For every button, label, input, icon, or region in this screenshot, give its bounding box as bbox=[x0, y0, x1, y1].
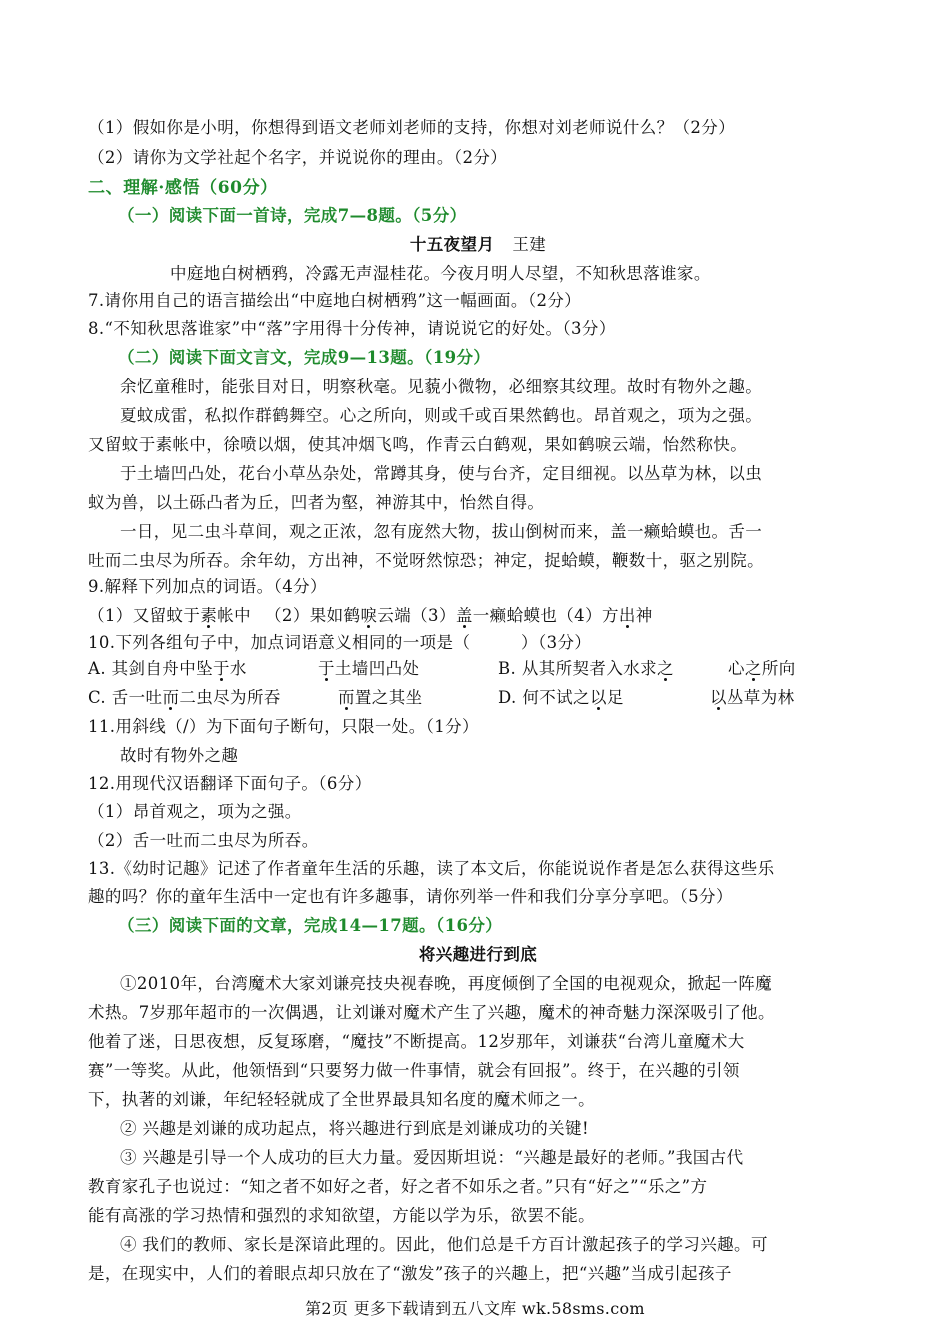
q10-b1-dotted: 之 bbox=[657, 659, 674, 678]
q10-d2-dotted: 以 bbox=[710, 688, 727, 707]
q10-option-a-2 bbox=[318, 657, 419, 681]
poem-author: 王建 bbox=[512, 235, 547, 254]
q9-item-4-dotted: 出 bbox=[618, 606, 636, 625]
q10-b2-dotted: 之 bbox=[744, 659, 762, 678]
q10-c1-pre: C. 舌一吐 bbox=[88, 688, 163, 707]
q10-option-a-1 bbox=[88, 657, 247, 681]
article-title: 将兴趣进行到底 bbox=[418, 945, 538, 964]
article-line-5: 下，执著的刘谦，年纪轻轻就成了全世界最具知名度的魔术师之一。 bbox=[88, 1090, 595, 1109]
classical-para-3b: 蚁为兽，以土砾凸者为丘，凹者为壑，神游其中，怡然自得。 bbox=[88, 493, 545, 512]
question-12-a: （1）昂首观之，项为之强。 bbox=[88, 802, 302, 821]
q9-item-3-post: 一癞蛤蟆也 bbox=[472, 606, 558, 625]
classical-para-2a: 夏蚊成雷，私拟作群鹤舞空。心之所向，则或千或百果然鹤也。昂首观之，项为之强。 bbox=[120, 406, 763, 425]
q10-option-d-2 bbox=[710, 686, 795, 710]
q10-a1-pre: A. 其剑自舟中坠 bbox=[88, 659, 214, 678]
q10-c2-dotted: 而 bbox=[338, 688, 355, 707]
q10-b2-post: 所向 bbox=[761, 659, 796, 678]
q10-d1-post: 足 bbox=[606, 688, 624, 707]
question-11-sentence: 故时有物外之趣 bbox=[120, 746, 239, 765]
question-11: 11.用斜线（/）为下面句子断句，只限一处。（1分） bbox=[88, 717, 479, 736]
q9-item-4-pre: （4）方 bbox=[557, 606, 619, 625]
poem-title-line bbox=[88, 233, 868, 257]
q10-d2-post: 丛草为林 bbox=[726, 688, 795, 707]
q10-option-d-1 bbox=[498, 686, 624, 710]
article-line-10: ④ 我们的教师、家长是深谙此理的。因此，他们总是千方百计激起孩子的学习兴趣。可 bbox=[120, 1235, 768, 1254]
classical-para-4a: 一日，见二虫斗草间，观之正浓，忽有庞然大物，拔山倒树而来，盖一癞蛤蟆也。舌一 bbox=[120, 522, 763, 541]
question-8: 8.“不知秋思落谁家”中“落”字用得十分传神，请说说它的好处。（3分） bbox=[88, 319, 616, 338]
q10-a1-post: 水 bbox=[229, 659, 247, 678]
q10-a2-dotted: 于 bbox=[318, 659, 335, 678]
q10-option-b-2 bbox=[728, 657, 796, 681]
q10-option-c-1 bbox=[88, 686, 281, 710]
part2-heading: （二）阅读下面文言文，完成9—13题。（19分） bbox=[118, 348, 491, 367]
question-13-line-2: 趣的吗？你的童年生活中一定也有许多趣事，请你列举一件和我们分享分享吧。（5分） bbox=[88, 887, 733, 906]
q10-d1-pre: D. 何不试之 bbox=[498, 688, 590, 707]
article-line-11: 是，在现实中，人们的着眼点却只放在了“激发”孩子的兴趣上，把“兴趣”当成引起孩子 bbox=[88, 1264, 732, 1283]
question-12-b: （2）舌一吐而二虫尽为所吞。 bbox=[88, 831, 319, 850]
question-9-items bbox=[88, 604, 868, 628]
q9-item-2-dotted: 唳 bbox=[360, 606, 378, 625]
q9-item-2-post: 云端 bbox=[377, 606, 412, 625]
article-line-8: 教育家孔子也说过：“知之者不如好之者，好之者不如乐之者。”只有“好之”“乐之”方 bbox=[88, 1177, 708, 1196]
q10-b2-pre: 心 bbox=[728, 659, 745, 678]
question-2: （2）请你为文学社起个名字，并说说你的理由。（2分） bbox=[88, 148, 508, 167]
q9-item-4-post: 神 bbox=[635, 606, 653, 625]
article-line-2: 术热。7岁那年超市的一次偶遇，让刘谦对魔术产生了兴趣，魔术的神奇魅力深深吸引了他。 bbox=[88, 1003, 775, 1022]
q10-c2-post: 置之其坐 bbox=[354, 688, 423, 707]
article-line-4: 赛”一等奖。从此，他领悟到“只要努力做一件事情，就会有回报”。终于，在兴趣的引领 bbox=[88, 1061, 740, 1080]
question-12: 12.用现代汉语翻译下面句子。（6分） bbox=[88, 774, 372, 793]
q10-a2-post: 土墙凹凸处 bbox=[334, 659, 420, 678]
q10-b1-pre: B. 从其所契者入水求 bbox=[498, 659, 658, 678]
q9-item-3-pre: （3） bbox=[411, 606, 456, 625]
article-line-7: ③ 兴趣是引导一个人成功的巨大力量。爱因斯坦说：“兴趣是最好的老师。”我国古代 bbox=[120, 1148, 744, 1167]
question-7: 7.请你用自己的语言描绘出“中庭地白树栖鸦”这一幅画面。（2分） bbox=[88, 291, 582, 310]
question-1: （1）假如你是小明，你想得到语文老师刘老师的支持，你想对刘老师说什么？（2分） bbox=[88, 118, 736, 137]
q10-option-b-1 bbox=[498, 657, 674, 681]
article-line-6: ② 兴趣是刘谦的成功起点，将兴趣进行到底是刘谦成功的关键! bbox=[120, 1119, 589, 1138]
page-footer: 第2页 更多下载请到五八文库 wk.58sms.com bbox=[305, 1299, 645, 1318]
q10-a1-dotted: 于 bbox=[213, 659, 230, 678]
q9-item-3-dotted: 盖 bbox=[455, 606, 473, 625]
q9-item-2-pre: （2）果如鹤 bbox=[265, 606, 361, 625]
article-line-1: ①2010年，台湾魔术大家刘谦亮技央视春晚，再度倾倒了全国的电视观众，掀起一阵魔 bbox=[120, 974, 772, 993]
article-line-9: 能有高涨的学习热情和强烈的求知欲望，方能以学为乐，欲罢不能。 bbox=[88, 1206, 595, 1225]
q9-item-1-pre: （1）又留蚊于 bbox=[88, 606, 201, 625]
section-title: 二、理解·感悟（60分） bbox=[88, 178, 278, 198]
q10-option-c-2 bbox=[338, 686, 423, 710]
q10-c1-post: 二虫尽为所吞 bbox=[179, 688, 281, 707]
q10-d1-dotted: 以 bbox=[589, 688, 607, 707]
question-10: 10.下列各组句子中，加点词语意义相同的一项是（ ）（3分） bbox=[88, 633, 592, 652]
question-9: 9.解释下列加点的词语。（4分） bbox=[88, 577, 327, 596]
classical-para-1: 余忆童稚时，能张目对日，明察秋毫。见藐小微物，必细察其纹理。故时有物外之趣。 bbox=[120, 377, 763, 396]
poem-title: 十五夜望月 bbox=[409, 235, 495, 254]
q9-item-1-post: 帐中 bbox=[217, 606, 252, 625]
article-line-3: 他着了迷，日思夜想，反复琢磨，“魔技”不断提高。12岁那年，刘谦获“台湾儿童魔术大 bbox=[88, 1032, 745, 1051]
part1-heading: （一）阅读下面一首诗，完成7—8题。（5分） bbox=[118, 206, 467, 225]
classical-para-2b: 又留蚊于素帐中，徐喷以烟，使其冲烟飞鸣，作青云白鹤观，果如鹤唳云端，怡然称快。 bbox=[88, 435, 748, 454]
classical-para-3a: 于土墙凹凸处，花台小草丛杂处，常蹲其身，使与台齐，定目细视。以丛草为林，以虫 bbox=[120, 464, 763, 483]
question-13-line-1: 13.《幼时记趣》记述了作者童年生活的乐趣，读了本文后，你能说说作者是怎么获得这些乐 bbox=[88, 859, 775, 878]
part3-heading: （三）阅读下面的文章，完成14—17题。（16分） bbox=[118, 916, 503, 935]
poem-text: 中庭地白树栖鸦，冷露无声湿桂花。今夜月明人尽望，不知秋思落谁家。 bbox=[170, 264, 711, 283]
q9-item-1-dotted: 素 bbox=[200, 606, 218, 625]
classical-para-4b: 吐而二虫尽为所吞。余年幼，方出神，不觉呀然惊恐；神定，捉蛤蟆，鞭数十，驱之别院。 bbox=[88, 551, 764, 570]
q10-c1-dotted: 而 bbox=[162, 688, 180, 707]
